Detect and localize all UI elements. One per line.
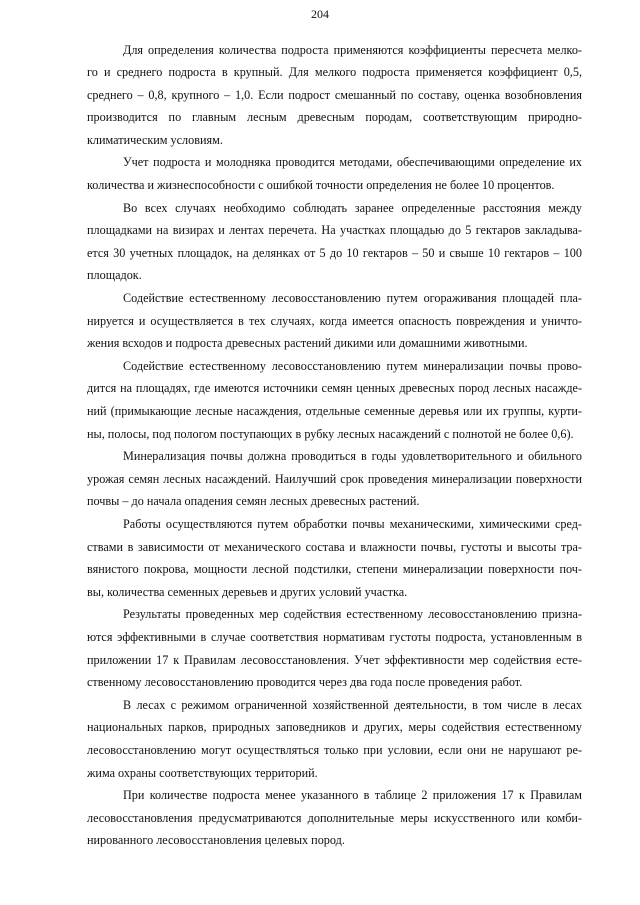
paragraph-7 <box>87 513 582 603</box>
text-line: жима охраны соответствующих территорий. <box>87 765 318 780</box>
text-line: Во всех случаях необходимо соблюдать заранее определенные расстояния между <box>123 200 582 215</box>
text-line: ется 30 учетных площадок, на делянках от 5 до 10 гектаров – 50 и свыше 10 гектаров – 100 <box>87 245 582 260</box>
text-line: Минерализация почвы должна проводиться в годы удовлетворительного и обильного <box>123 449 582 464</box>
text-line: нируется и осуществляется в тех случаях, когда имеется опасность повреждения и уничто- <box>87 313 582 328</box>
text-line: дится на площадях, где имеются источники семян ценных древесных пород лесных насажде- <box>87 381 582 396</box>
text-line: лесовосстановлению могут осуществляться только при условии, если они не нарушают ре- <box>87 742 582 757</box>
text-line: жения всходов и подроста древесных растений дикими или домашними животными. <box>87 336 528 351</box>
paragraph-9 <box>87 694 582 784</box>
text-line: климатическим условиям. <box>87 132 223 147</box>
text-line: нированного лесовосстановления целевых пород. <box>87 833 345 848</box>
text-line: Содействие естественному лесовосстановлению путем огораживания площадей пла- <box>123 291 582 306</box>
text-line: Учет подроста и молодняка проводится методами, обеспечивающими определение их <box>123 155 582 170</box>
text-line: ются эффективными в случае соответствия нормативам густоты подроста, установленным в <box>87 629 582 644</box>
paragraph-4 <box>87 287 582 355</box>
text-line: производится по главным лесным древесным породам, соответствующим природно- <box>87 110 582 125</box>
text-line: среднего – 0,8, крупного – 1,0. Если подрост смешанный по составу, оценка возобновления <box>87 87 582 102</box>
text-line: урожая семян лесных насаждений. Наилучший срок проведения минерализации поверхности <box>87 471 582 486</box>
document-body <box>87 39 582 852</box>
page-number: 204 <box>311 7 329 21</box>
text-line: почвы – до начала опадения семян лесных древесных растений. <box>87 494 420 509</box>
text-line: го и среднего подроста в крупный. Для мелкого подроста применяется коэффициент 0,5, <box>87 65 582 80</box>
paragraph-8 <box>87 603 582 693</box>
text-line: лесовосстановления предусматриваются дополнительные меры искусственного или комби- <box>87 810 582 825</box>
text-line: Результаты проведенных мер содействия естественному лесовосстановлению призна- <box>123 607 582 622</box>
text-line: ствами в зависимости от механического состава и влажности почвы, густоты и высоты тра- <box>87 539 582 554</box>
paragraph-5 <box>87 355 582 445</box>
text-line: ственному лесовосстановлению проводится через два года после проведения работ. <box>87 675 523 690</box>
text-line: ний (примыкающие лесные насаждения, отдельные семенные деревья или их группы, курти- <box>87 404 582 418</box>
paragraph-2 <box>87 151 582 196</box>
paragraph-1 <box>87 39 582 152</box>
text-line: вянистого покрова, мощности лесной подстилки, степени минерализации поверхности поч- <box>87 562 582 577</box>
paragraph-10 <box>87 784 582 852</box>
text-line: национальных парков, природных заповедников и других, меры содействия естественному <box>87 720 582 735</box>
text-line: площадками на визирах и лентах перечета. На участках площадью до 5 гектаров закладыва- <box>87 223 582 238</box>
text-line: вы, количества семенных деревьев и других условий участка. <box>87 584 408 599</box>
text-line: Содействие естественному лесовосстановлению путем минерализации почвы прово- <box>123 358 582 373</box>
text-line: Для определения количества подроста применяются коэффициенты пересчета мелко- <box>123 42 582 57</box>
paragraph-6 <box>87 445 582 513</box>
text-line: приложении 17 к Правилам лесовосстановления. Учет эффективности мер содействия есте- <box>87 652 582 667</box>
text-line: Работы осуществляются путем обработки почвы механическими, химическими сред- <box>123 516 582 531</box>
text-line: ны, полосы, под пологом поступающих в рубку лесных насаждений с полнотой не более 0,6). <box>87 426 574 441</box>
text-line: При количестве подроста менее указанного в таблице 2 приложения 17 к Правилам <box>123 788 582 803</box>
text-line: количества и жизнеспособности с ошибкой точности определения не более 10 процентов. <box>87 178 555 193</box>
paragraph-3 <box>87 197 582 287</box>
text-line: В лесах с режимом ограниченной хозяйственной деятельности, в том числе в лесах <box>123 697 582 712</box>
text-line: площадок. <box>87 268 142 283</box>
